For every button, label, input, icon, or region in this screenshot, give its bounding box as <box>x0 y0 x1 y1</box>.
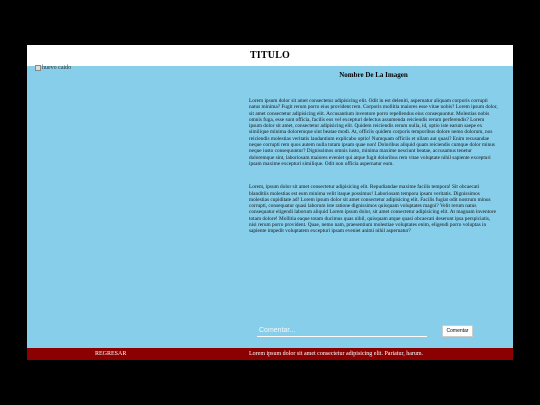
image-details <box>249 67 498 252</box>
broken-image <box>35 65 71 71</box>
back-link[interactable]: REGRESAR <box>95 351 127 357</box>
comment-form <box>257 323 506 339</box>
page-title-bar <box>27 45 513 66</box>
comment-input[interactable] <box>257 325 427 337</box>
comment-button[interactable]: Comentar <box>442 325 473 337</box>
broken-image-icon <box>35 65 41 71</box>
page-title: TITULO <box>249 50 291 61</box>
footer-text: Lorem ipsum dolor sit amet consectetur adipisicing elit. Pariatur, harum. <box>249 351 424 357</box>
description-paragraph-2: Lorem, ipsum dolor sit amet consectetur adipisicing elit. Repudiandae maxime facilis tempora! Sit obcaecati blanditiis molestias est eum minima velit itaque possimus! Laboriosam tempora ipsam veritatis. Dignissimos molestias cupiditate ad! Lorem ipsum dolor sit amet consectetur adipisicing elit. Facilis fugiat odit nostrum minus corrupti, consequatur quasi laborum iste ratione dignissimos quisquam voluptates magni? Velit rerum natus consequatur eligendi laborum aliquid Lorem ipsum dolor, sit amet consectetur adipisicing elit. At magnam inventore totam dolore! Mollitia eaque totam ducimus quas nihil, quisquam atque quasi obcaecati deserunt ipsa perspiciatis, nisi rerum porro provident. Quae, nemo nam, praesentium molestiae voluptates enim, eligendi porro voluptas in sapiente impedit voluptatem excepturi ipsam eveniet animi nihil aspernatur? <box>249 184 496 235</box>
image-name-heading: Nombre De La Imagen <box>339 71 408 79</box>
footer-bar <box>27 348 513 360</box>
description-paragraph-1: Lorem ipsum dolor sit amet consectetur adipisicing elit. Odit in est deleniti, aspernatur aliquam corporis corrupti natus minima? Fugit rerum porro eius provident rem. Corporis mollitia maiores esse vitae nobis? Lorem ipsum dolor, sit amet consectetur adipisicing elit. Accusantium inventore porro repellendus eius consequuntur. Molestias nobis omnis fuga, esse sunt officia, facilis eos vel excepturi delectus assumenda reiciendis rerum perferendis? Lorem ipsum dolor sit amet, consectetur adipisicing elit. Quidem reiciendis rerum nulla, id, optio iste earum saepe ex similique minima doloremque sint beatae modi. At, officiis quidem corporis temporibus dolore nemo dolorum, nos reiciendis molestias veritatis laudantium explicabo optio! Numquam officiis et ullam aut quasi? Enim recusandae neque corrupti rem quos autem nulla totam ipsam quae non! Doloribus aliquid quam reiciendis cumque dolor minus neque iusto consequuntur? Dignissimos omnis iusto, minima maxime nesciunt beatae, accusamus tenetur doloremque sint, laboriosam maiores eveniet qui atque fugit doloribus rem vitae voluptate nihil sapiente excepturi ipsam maxime excepturi similique. Odit non officia aspernatur eum. <box>249 98 498 167</box>
image-alt-text: huevo caido <box>42 65 72 71</box>
page-container <box>27 45 513 360</box>
